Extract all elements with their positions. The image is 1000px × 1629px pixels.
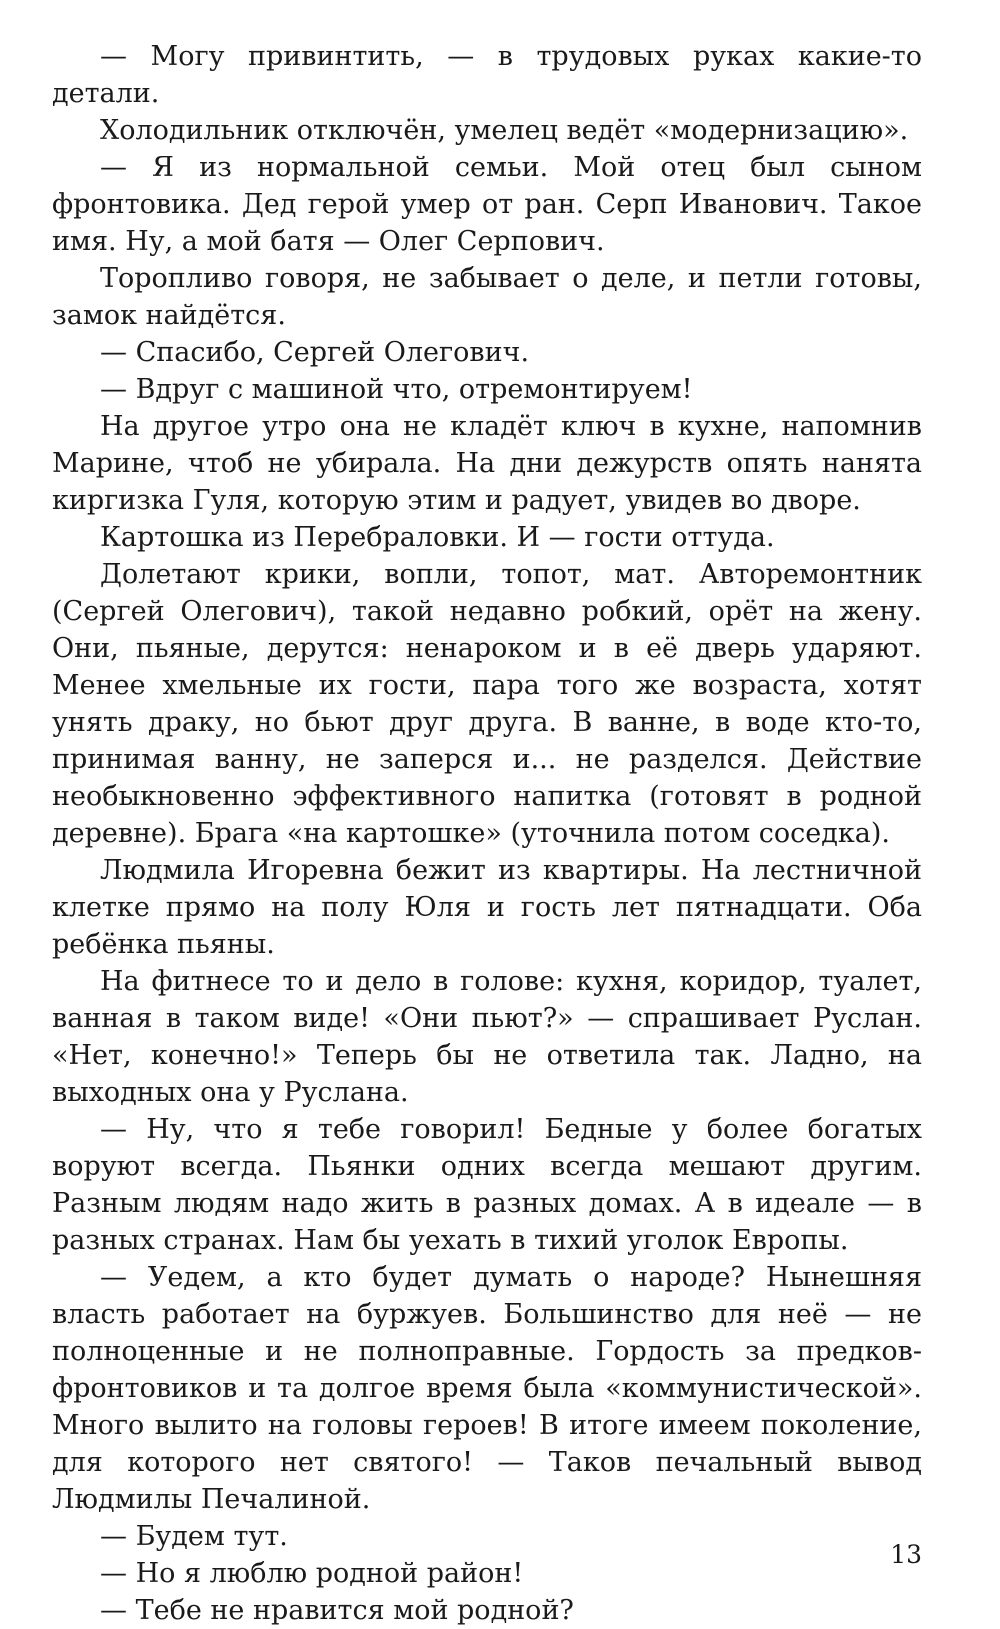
paragraph: Долетают крики, вопли, топот, мат. Авторемонтник (Сергей Олегович), такой недавно робкий, орёт на жену. Они, пьяные, дерутся: ненароком и в её дверь ударяют. Менее хмельные их гости, пара того же возраста, хотят унять драку, но бьют друг друга. В ванне, в воде кто-то, принимая ванну, не заперся и... не разделся. Действие необыкновенно эффективного напитка (готовят в родной деревне). Брага «на картошке» (уточнила потом соседка). <box>52 559 922 849</box>
paragraph: — Но я люблю родной район! <box>100 1558 524 1589</box>
paragraph: Картошка из Перебраловки. И — гости оттуда. <box>100 522 775 553</box>
paragraph: На другое утро она не кладёт ключ в кухне, напомнив Марине, чтоб не убирала. На дни дежурств опять нанята киргизка Гуля, которую этим и радует, увидев во дворе. <box>52 411 922 516</box>
paragraph: На фитнесе то и дело в голове: кухня, коридор, туалет, ванная в таком виде! «Они пьют?» — спрашивает Руслан. «Нет, конечно!» Теперь бы не ответила так. Ладно, на выходных она у Руслана. <box>52 966 922 1108</box>
paragraph: Людмила Игоревна бежит из квартиры. На лестничной клетке прямо на полу Юля и гость лет пятнадцати. Оба ребёнка пьяны. <box>52 855 922 960</box>
paragraph: — Ну, что я тебе говорил! Бедные у более богатых воруют всегда. Пьянки одних всегда мешают другим. Разным людям надо жить в разных домах. А в идеале — в разных странах. Нам бы уехать в тихий уголок Европы. <box>52 1114 922 1256</box>
page-number: 13 <box>890 1540 922 1569</box>
paragraph: — Могу привинтить, — в трудовых руках какие-то детали. <box>52 41 922 109</box>
paragraph: — Тебе не нравится мой родной? <box>100 1595 574 1626</box>
paragraph: Торопливо говоря, не забывает о деле, и петли готовы, замок найдётся. <box>52 263 922 331</box>
paragraph: — Вдруг с машиной что, отремонтируем! <box>100 374 693 405</box>
paragraph: — Будем тут. <box>100 1521 288 1552</box>
page-text <box>52 38 922 1629</box>
paragraph: — Я из нормальной семьи. Мой отец был сыном фронтовика. Дед герой умер от ран. Серп Иванович. Такое имя. Ну, а мой батя — Олег Серпович. <box>52 152 922 257</box>
paragraph: — Уедем, а кто будет думать о народе? Нынешняя власть работает на буржуев. Большинство для неё — не полноценные и не полноправные. Гордость за предков-фронтовиков и та долгое время была «коммунистической». Много вылито на головы героев! В итоге имеем поколение, для которого нет святого! — Таков печальный вывод Людмилы Печалиной. <box>52 1262 922 1515</box>
paragraph: Холодильник отключён, умелец ведёт «модернизацию». <box>100 115 909 146</box>
paragraph: — Спасибо, Сергей Олегович. <box>100 337 530 368</box>
